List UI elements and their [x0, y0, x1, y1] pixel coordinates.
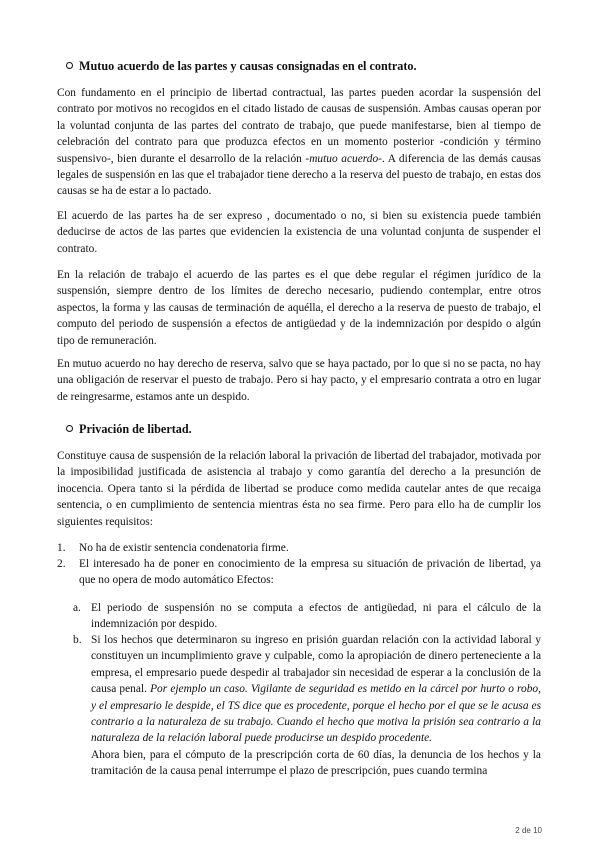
paragraph: Con fundamento en el principio de libertad contractual, las partes pueden acordar la suspensión del contrato por motivos no recogidos en el citado listado de causas de suspensión. Ambas causas operan por la voluntad conjunta de las partes del contrato de trabajo, que puede manifestarse, bien al tiempo de celebración del contrato para que produzca efectos en un momento posterior -condición y término suspensivo-, bien durante el desarrollo de la relación -mutuo acuerdo-. A diferencia de las demás causas legales de suspensión en las que el trabajador tiene derecho a la reserva del puesto de trabajo, en estas dos causas se ha de estar a lo pactado.	[57, 87, 541, 198]
page-number: 2 de 10	[515, 826, 542, 835]
section-heading-privacion-libertad: Privación de libertad.	[66, 421, 192, 437]
sub-list-item: b. Si los hechos que determinaron su ingreso en prisión guardan relación con la actividad laboral y constituyen un incumplimiento grave y culpable, como la apropiación de dinero perteneciente a la empresa, el empresario puede despedir al trabajador sin necesidad de esperar a la conclusión de la causa penal. Por ejemplo un caso. Vigilante de seguridad es metido en la cárcel por hurto o robo, y el empresario le despide, el TS dice que es procedente, porque el hecho por el que se le acusa es contrario a la naturaleza de su trabajo. Cuando el hecho que motiva la prisión sea contrario a la naturaleza de la relación laboral puede producirse un despido procedente. Ahora bien, para el cómputo de la prescripción corta de 60 días, la denuncia de los hechos y la tramitación de la causa penal interrumpe el plazo de prescripción, pues cuando termina	[73, 634, 541, 778]
sub-list-item: a. El periodo de suspensión no se computa a efectos de antigüedad, ni para el cálculo de la indemnización por despido.	[73, 602, 541, 631]
paragraph: Constituye causa de suspensión de la relación laboral la privación de libertad del trabajador, motivada por la imposibilidad justificada de asistencia al trabajo y como garantía del derecho a la presunción de inocencia. Opera tanto si la pérdida de libertad se produce como medida cautelar antes de que recaiga sentencia, o en cumplimiento de sentencia mientras ésta no sea firme. Pero para ello ha de cumplir los siguientes requisitos:	[57, 450, 541, 528]
paragraph: El acuerdo de las partes ha de ser expreso , documentado o no, si bien su existencia puede también deducirse de actos de las partes que evidencien la existencia de una voluntad conjunta de suspender el contrato.	[57, 210, 541, 255]
list-item: 1. No ha de existir sentencia condenatoria firme.	[57, 542, 289, 554]
paragraph: En mutuo acuerdo no hay derecho de reserva, salvo que se haya pactado, por lo que si no se pacta, no hay una obligación de reservar el puesto de trabajo. Pero si hay pacto, y el empresario contrata a otro en lugar de reingresarme, estamos ante un despido.	[57, 358, 541, 403]
bullet-circle-icon	[66, 62, 73, 69]
paragraph: En la relación de trabajo el acuerdo de las partes es el que debe regular el régimen jurídico de la suspensión, siempre dentro de los límites de derecho necesario, pudiendo contemplar, entre otros aspectos, la forma y las causas de terminación de aquélla, el derecho a la reserva de puesto de trabajo, el computo del periodo de suspensión a efectos de antigüedad y de la indemnización por despido o algún tipo de remuneración.	[57, 269, 541, 347]
list-item: 2. El interesado ha de poner en conocimiento de la empresa su situación de privación de libertad, ya que no opera de modo automático Efectos:	[57, 558, 541, 587]
bullet-circle-icon	[66, 425, 73, 432]
section-heading-mutuo-acuerdo: Mutuo acuerdo de las partes y causas consignadas en el contrato.	[66, 58, 417, 74]
